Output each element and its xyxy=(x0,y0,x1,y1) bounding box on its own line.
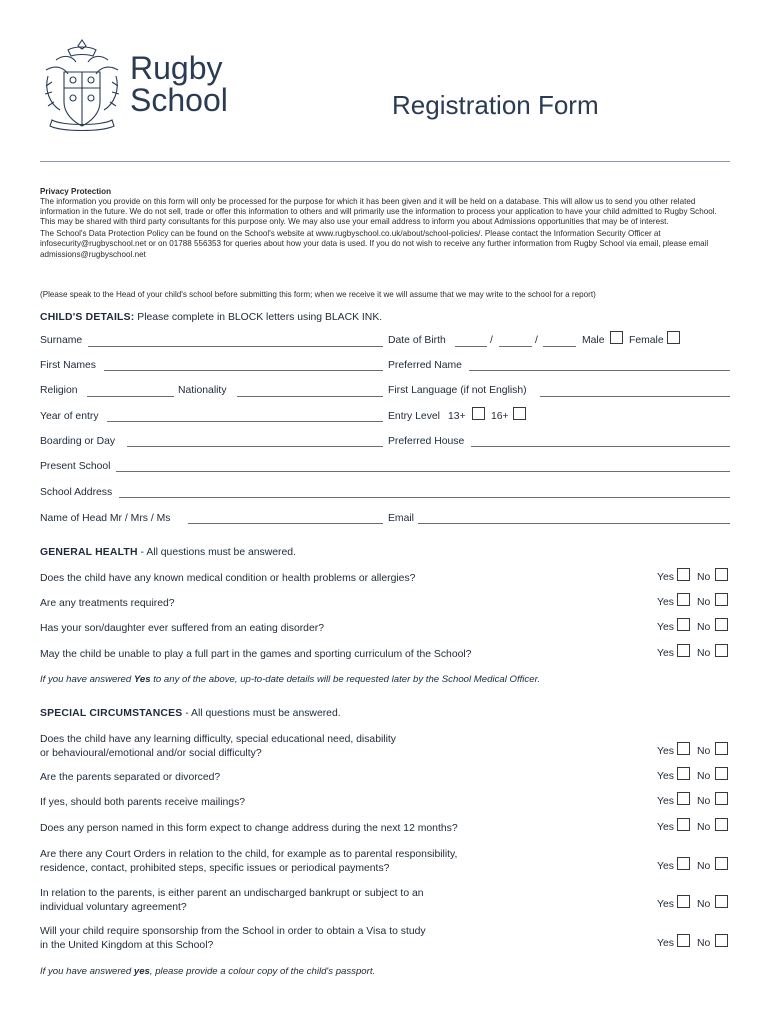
email-field[interactable] xyxy=(418,523,730,524)
sc-question-4: Does any person named in this form expect to change address during the next 12 months? xyxy=(40,823,458,834)
sc-question-3: If yes, should both parents receive mailings? xyxy=(40,797,246,808)
religion-label: Religion xyxy=(40,385,78,396)
gh-yes-label-4: Yes xyxy=(657,648,674,659)
gh-yes-label-1: Yes xyxy=(657,572,674,583)
first-names-label: First Names xyxy=(40,360,96,371)
male-checkbox[interactable] xyxy=(610,331,623,344)
gh-note-post: to any of the above, up-to-date details will be requested later by the School Medical Officer. xyxy=(150,674,541,685)
boarding-label: Boarding or Day xyxy=(40,436,116,447)
email-label: Email xyxy=(388,513,414,524)
religion-field[interactable] xyxy=(87,396,174,397)
nationality-field[interactable] xyxy=(237,396,383,397)
general-health-note xyxy=(40,674,540,685)
sc-no-label-3: No xyxy=(697,796,711,807)
gh-yes-checkbox-3[interactable] xyxy=(677,618,690,631)
school-crest-logo xyxy=(38,36,126,134)
sc-no-label-4: No xyxy=(697,822,711,833)
nationality-label: Nationality xyxy=(178,385,227,396)
gh-yes-label-2: Yes xyxy=(657,597,674,608)
year-of-entry-label: Year of entry xyxy=(40,411,99,422)
gh-no-checkbox-1[interactable] xyxy=(715,568,728,581)
preferred-house-field[interactable] xyxy=(471,446,730,447)
gh-yes-label-3: Yes xyxy=(657,622,674,633)
sc-no-label-7: No xyxy=(697,938,711,949)
sc-no-label-5: No xyxy=(697,861,711,872)
sc-yes-label-2: Yes xyxy=(657,771,674,782)
school-address-field[interactable] xyxy=(119,497,730,498)
dob-year-field[interactable] xyxy=(543,346,576,347)
male-label: Male xyxy=(582,335,605,346)
first-language-field[interactable] xyxy=(540,396,730,397)
female-checkbox[interactable] xyxy=(667,331,680,344)
sc-note-post: , please provide a colour copy of the child's passport. xyxy=(149,966,376,977)
surname-field[interactable] xyxy=(88,346,383,347)
level-16-checkbox[interactable] xyxy=(513,407,526,420)
general-health-title: GENERAL HEALTH xyxy=(40,547,138,558)
entry-level-label: Entry Level xyxy=(388,411,440,422)
sc-note-bold: yes xyxy=(133,966,150,977)
name-of-head-field[interactable] xyxy=(188,523,383,524)
gh-question-3: Has your son/daughter ever suffered from an eating disorder? xyxy=(40,623,324,634)
surname-label: Surname xyxy=(40,335,83,346)
sc-yes-label-7: Yes xyxy=(657,938,674,949)
special-circumstances-heading xyxy=(40,708,341,719)
gh-yes-checkbox-4[interactable] xyxy=(677,644,690,657)
sc-note-pre: If you have answered xyxy=(40,966,134,977)
preferred-name-field[interactable] xyxy=(469,370,730,371)
gh-question-2: Are any treatments required? xyxy=(40,598,175,609)
sc-no-checkbox-6[interactable] xyxy=(715,895,728,908)
sc-yes-checkbox-2[interactable] xyxy=(677,767,690,780)
general-health-instruction: - All questions must be answered. xyxy=(137,547,296,558)
logo-line-1: Rugby xyxy=(130,50,223,86)
special-circumstances-title: SPECIAL CIRCUMSTANCES xyxy=(40,708,183,719)
sc-no-checkbox-7[interactable] xyxy=(715,934,728,947)
first-names-field[interactable] xyxy=(104,370,383,371)
privacy-paragraph-2: The School's Data Protection Policy can be found on the School's website at www.rugbyschool.co.uk/about/school-policies/. Please contact the Information Security Officer at infosecurity@rugbyschool.net or on 01788 556353 for queries about how your data is used. If you do not wish to receive any further information from Rugby School via email, please email admissions@rugbyschool.net xyxy=(40,229,709,259)
gh-question-1: Does the child have any known medical condition or health problems or allergies? xyxy=(40,573,416,584)
gh-no-checkbox-3[interactable] xyxy=(715,618,728,631)
special-circumstances-instruction: - All questions must be answered. xyxy=(182,708,341,719)
sc-yes-checkbox-3[interactable] xyxy=(677,792,690,805)
gh-no-checkbox-4[interactable] xyxy=(715,644,728,657)
special-circumstances-note xyxy=(40,966,375,977)
name-of-head-label: Name of Head Mr / Mrs / Ms xyxy=(40,513,171,524)
level-13-label: 13+ xyxy=(448,411,466,422)
gh-no-label-3: No xyxy=(697,622,711,633)
preferred-name-label: Preferred Name xyxy=(388,360,462,371)
preferred-house-label: Preferred House xyxy=(388,436,465,447)
general-health-heading xyxy=(40,547,296,558)
sc-no-checkbox-3[interactable] xyxy=(715,792,728,805)
sc-no-checkbox-5[interactable] xyxy=(715,857,728,870)
boarding-field[interactable] xyxy=(127,446,383,447)
gh-yes-checkbox-1[interactable] xyxy=(677,568,690,581)
childs-details-title: CHILD'S DETAILS: xyxy=(40,312,135,323)
header-divider xyxy=(40,161,730,162)
dob-month-field[interactable] xyxy=(499,346,532,347)
sc-no-label-6: No xyxy=(697,899,711,910)
sc-question-2: Are the parents separated or divorced? xyxy=(40,772,221,783)
level-13-checkbox[interactable] xyxy=(472,407,485,420)
privacy-section xyxy=(40,187,730,262)
gh-note-bold: Yes xyxy=(133,674,151,685)
gh-question-4: May the child be unable to play a full part in the games and sporting curriculum of the School? xyxy=(40,649,472,660)
sc-yes-checkbox-5[interactable] xyxy=(677,857,690,870)
sc-yes-checkbox-6[interactable] xyxy=(677,895,690,908)
sc-question-6: In relation to the parents, is either parent an undischarged bankrupt or subject to an individual voluntary agreement? xyxy=(40,888,424,913)
childs-details-instruction: Please complete in BLOCK letters using BLACK INK. xyxy=(134,312,383,323)
first-language-label: First Language (if not English) xyxy=(388,385,527,396)
sc-question-1: Does the child have any learning difficulty, special educational need, disability or behavioural/emotional and/or social difficulty? xyxy=(40,734,397,759)
sc-yes-label-1: Yes xyxy=(657,746,674,757)
gh-yes-checkbox-2[interactable] xyxy=(677,593,690,606)
sc-no-checkbox-2[interactable] xyxy=(715,767,728,780)
level-16-label: 16+ xyxy=(491,411,509,422)
year-of-entry-field[interactable] xyxy=(107,421,383,422)
logo-line-2: School xyxy=(130,82,228,118)
sc-no-label-1: No xyxy=(697,746,711,757)
sc-yes-label-5: Yes xyxy=(657,861,674,872)
school-name-logo xyxy=(130,52,228,116)
gh-no-label-2: No xyxy=(697,597,711,608)
form-title: Registration Form xyxy=(392,90,599,120)
sc-question-7: Will your child require sponsorship from the School in order to obtain a Visa to study in the United Kingdom at this School? xyxy=(40,926,426,951)
gh-note-pre: If you have answered xyxy=(40,674,134,685)
sc-yes-checkbox-4[interactable] xyxy=(677,818,690,831)
sc-no-label-2: No xyxy=(697,771,711,782)
speak-to-head-note: (Please speak to the Head of your child's school before submitting this form; when we receive it we will assume that we may write to the school for a report) xyxy=(40,290,596,299)
privacy-paragraph-1: The information you provide on this form will only be processed for the purpose for which it has been given and it will be held on a database. This will allow us to send you other related information in the future. We do not sell, trade or offer this information to others and will primarily use the information to process your application to have your child admitted to Rugby School. This may be shared with third party consultants for this purpose only. We may also use your email address to inform you about Admissions opportunities that may be of interest. xyxy=(40,197,717,227)
sc-yes-label-4: Yes xyxy=(657,822,674,833)
present-school-label: Present School xyxy=(40,461,111,472)
female-label: Female xyxy=(629,335,664,346)
dob-slash-2: / xyxy=(535,335,538,346)
gh-no-label-1: No xyxy=(697,572,711,583)
gh-no-checkbox-2[interactable] xyxy=(715,593,728,606)
present-school-field[interactable] xyxy=(116,471,730,472)
gh-no-label-4: No xyxy=(697,648,711,659)
sc-no-checkbox-4[interactable] xyxy=(715,818,728,831)
school-address-label: School Address xyxy=(40,487,113,498)
sc-no-checkbox-1[interactable] xyxy=(715,742,728,755)
dob-day-field[interactable] xyxy=(455,346,487,347)
childs-details-heading xyxy=(40,312,382,323)
sc-yes-checkbox-1[interactable] xyxy=(677,742,690,755)
dob-slash-1: / xyxy=(490,335,493,346)
sc-yes-label-3: Yes xyxy=(657,796,674,807)
privacy-heading: Privacy Protection xyxy=(40,187,112,196)
sc-yes-label-6: Yes xyxy=(657,899,674,910)
sc-yes-checkbox-7[interactable] xyxy=(677,934,690,947)
dob-label: Date of Birth xyxy=(388,335,446,346)
sc-question-5: Are there any Court Orders in relation to the child, for example as to parental responsibility, residence, contact, prohibited steps, specific issues or periodical payments? xyxy=(40,849,458,874)
